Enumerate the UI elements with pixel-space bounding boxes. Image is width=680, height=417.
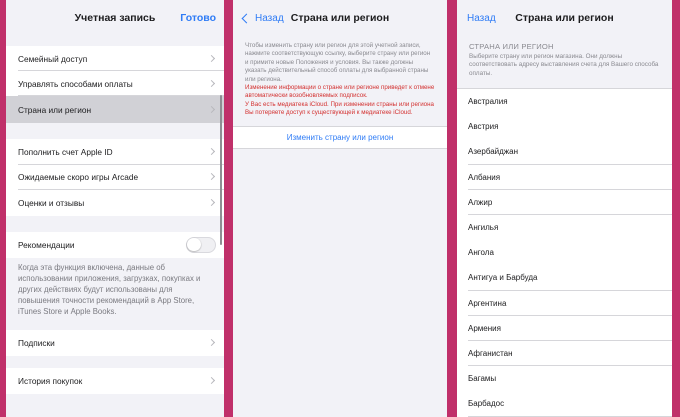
section-description: Выберите страну или регион магазина. Они должны соответствовать адресу выставления счета для Вашего способа оплаты. bbox=[469, 53, 659, 77]
country-item[interactable]: Ангола bbox=[457, 240, 672, 265]
chevron-right-icon bbox=[208, 54, 215, 61]
arcade-coming-soon-label: Ожидаемые скоро игры Arcade bbox=[18, 172, 139, 183]
back-button[interactable]: Назад bbox=[467, 12, 496, 24]
navigation-bar bbox=[6, 0, 224, 36]
country-item[interactable]: Барбадос bbox=[457, 391, 672, 416]
add-funds-label: Пополнить счет Apple ID bbox=[18, 146, 113, 157]
country-item[interactable]: Аргентина bbox=[457, 291, 672, 316]
subscription-warning: Изменение информации о стране или регионе приведет к отмене автоматически возобновляемых подписок. bbox=[245, 84, 435, 100]
add-funds-row[interactable] bbox=[6, 139, 224, 165]
country-item[interactable]: Австрия bbox=[457, 114, 672, 139]
chevron-right-icon bbox=[208, 338, 215, 345]
chevron-right-icon bbox=[208, 199, 215, 206]
scroll-indicator[interactable] bbox=[220, 95, 223, 245]
country-item[interactable]: Австралия bbox=[457, 89, 672, 114]
chevron-right-icon bbox=[208, 148, 215, 155]
recommendations-label: Рекомендации bbox=[18, 239, 75, 250]
account-group-2 bbox=[6, 139, 224, 216]
page-title: Страна или регион bbox=[290, 12, 390, 24]
recommendations-row bbox=[6, 232, 224, 258]
country-item[interactable]: Албания bbox=[457, 165, 672, 190]
country-change-info bbox=[233, 36, 447, 126]
country-region-label: Страна или регион bbox=[18, 104, 92, 115]
toggle-knob bbox=[187, 238, 201, 252]
purchase-history-group bbox=[6, 368, 224, 394]
country-region-row[interactable] bbox=[6, 96, 224, 123]
country-item[interactable]: Ангилья bbox=[457, 215, 672, 240]
country-item[interactable]: Афганистан bbox=[457, 341, 672, 366]
info-text: Чтобы изменить страну или регион для этой учетной записи, нажмите соответствующую ссылку, выберите страну или регион и примите новые Положения и условия. Вы также должны указать действительный способ оплаты для выбранной страны или региона. bbox=[245, 42, 431, 83]
chevron-left-icon bbox=[242, 13, 252, 23]
section-title: СТРАНА ИЛИ РЕГИОН bbox=[469, 42, 554, 51]
account-screen bbox=[6, 0, 224, 417]
chevron-right-icon bbox=[208, 105, 215, 112]
purchase-history-row[interactable] bbox=[6, 368, 224, 394]
back-label: Назад bbox=[255, 12, 284, 24]
subscriptions-row[interactable] bbox=[6, 330, 224, 356]
page-title: Учетная запись bbox=[74, 12, 156, 24]
icloud-library-warning: У Вас есть медиатека iCloud. При изменении страны или региона Вы потеряете доступ к существующей к медиатеке iCloud. bbox=[245, 100, 434, 117]
country-item[interactable]: Антигуа и Барбуда bbox=[457, 265, 672, 290]
navigation-bar bbox=[457, 0, 672, 36]
manage-payments-row[interactable] bbox=[6, 71, 224, 96]
chevron-right-icon bbox=[208, 79, 215, 86]
manage-payments-label: Управлять способами оплаты bbox=[18, 78, 133, 89]
ratings-reviews-label: Оценки и отзывы bbox=[18, 197, 85, 208]
page-title: Страна или регион bbox=[515, 12, 614, 24]
recommendations-group bbox=[6, 232, 224, 258]
back-button[interactable] bbox=[239, 0, 284, 36]
subscriptions-label: Подписки bbox=[18, 337, 55, 348]
navigation-bar bbox=[233, 0, 447, 36]
country-list bbox=[457, 88, 672, 416]
country-region-info-screen bbox=[233, 0, 447, 417]
account-group-1 bbox=[6, 46, 224, 123]
country-item[interactable]: Багамы bbox=[457, 366, 672, 391]
family-sharing-row[interactable] bbox=[6, 46, 224, 71]
change-country-region-link[interactable]: Изменить страну или регион bbox=[233, 126, 447, 149]
recommendations-footnote: Когда эта функция включена, данные об использовании приложения, загрузках, покупках и других действиях будут использованы для повышения точности рекомендаций в App Store, iTunes Store и Apple Books. bbox=[6, 258, 224, 325]
ratings-reviews-row[interactable] bbox=[6, 190, 224, 216]
country-picker-screen bbox=[457, 0, 672, 417]
arcade-coming-soon-row[interactable] bbox=[6, 165, 224, 191]
country-item[interactable]: Азербайджан bbox=[457, 139, 672, 164]
chevron-right-icon bbox=[208, 376, 215, 383]
purchase-history-label: История покупок bbox=[18, 375, 83, 386]
country-item[interactable]: Армения bbox=[457, 316, 672, 341]
recommendations-toggle[interactable] bbox=[186, 237, 216, 253]
country-item[interactable]: Алжир bbox=[457, 190, 672, 215]
subscriptions-group bbox=[6, 330, 224, 356]
family-sharing-label: Семейный доступ bbox=[18, 53, 88, 64]
done-button[interactable]: Готово bbox=[180, 12, 216, 24]
chevron-right-icon bbox=[208, 173, 215, 180]
